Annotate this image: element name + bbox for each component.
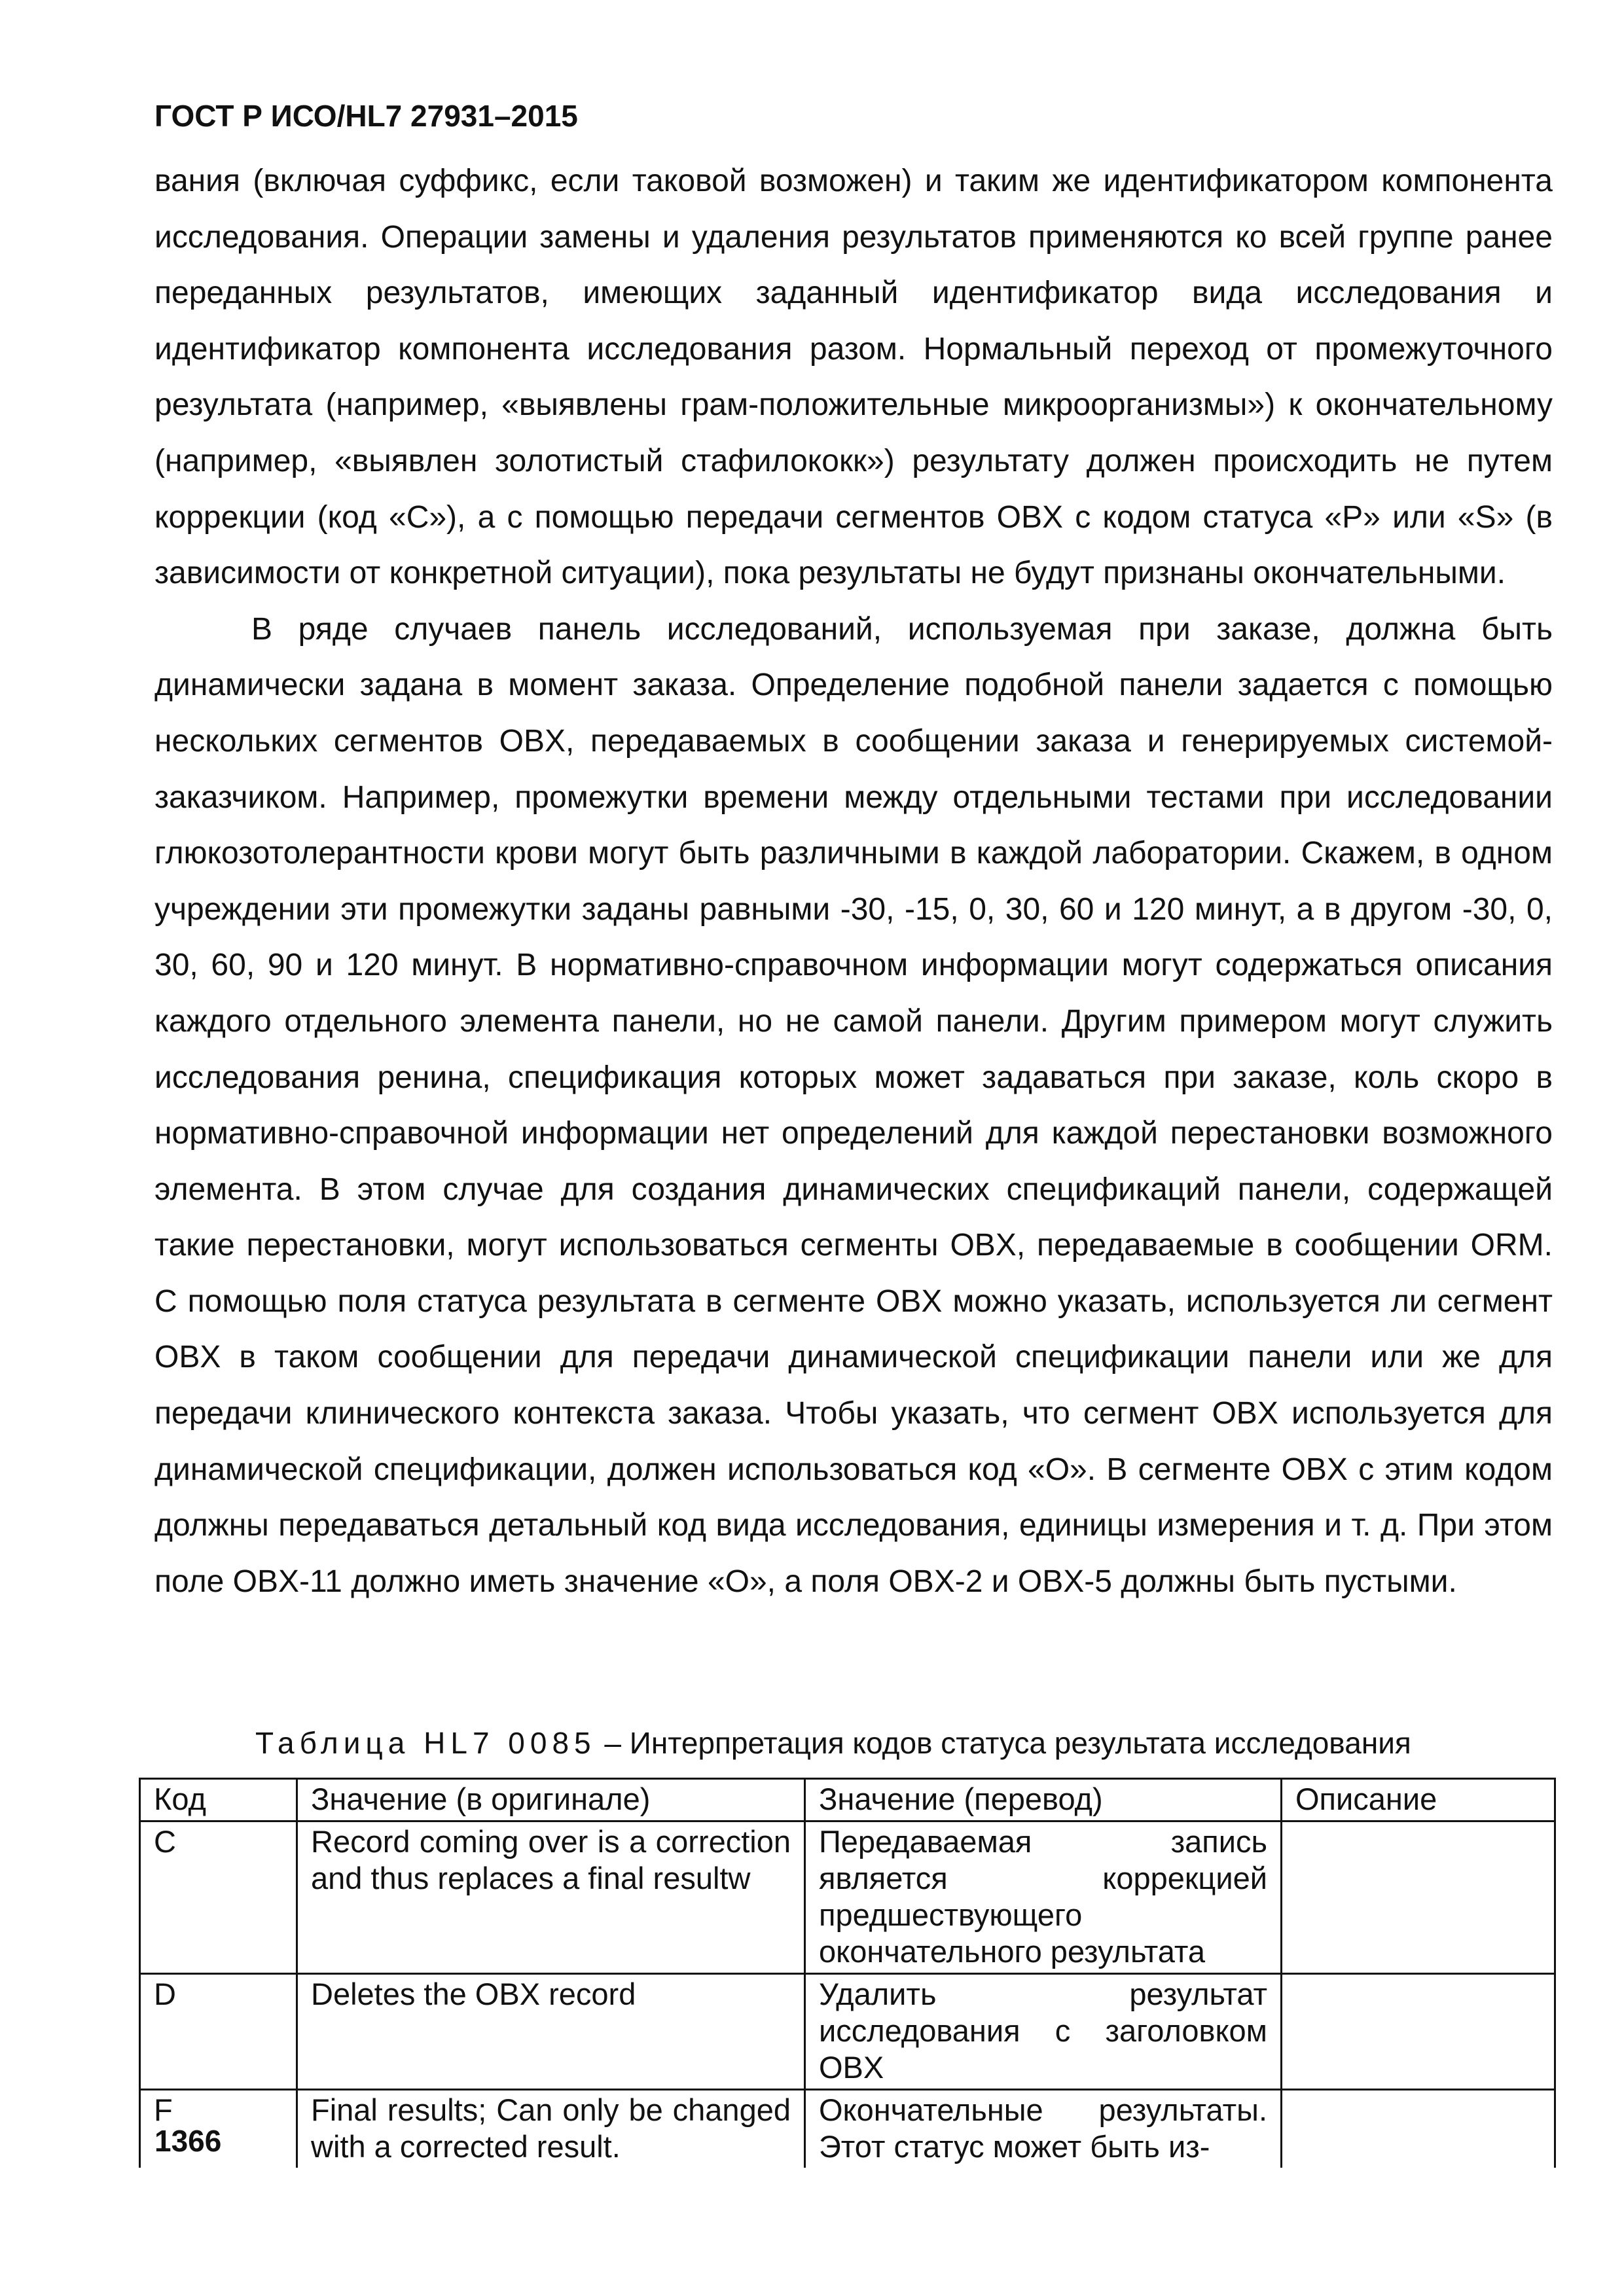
cell-meaning-translation: Передаваемая запись является коррекцией предшествующего окончательного результата xyxy=(805,1821,1282,1974)
cell-meaning-original: Record coming over is a correction and thus replaces a final resultw xyxy=(297,1821,805,1974)
cell-meaning-translation: Окончательные результаты. Этот статус может быть из- xyxy=(805,2090,1282,2168)
table-caption-dash: – xyxy=(596,1726,630,1760)
body-text xyxy=(154,153,1553,1609)
table-caption-label: Таблица HL7 0085 xyxy=(255,1726,596,1760)
cell-description xyxy=(1282,2090,1555,2168)
paragraph: В ряде случаев панель исследований, используемая при заказе, должна быть динамически задана в момент заказа. Определение подобной панели задается с помощью нескольких сегментов OBX, передаваемых в сообщении заказа и генерируемых системой-заказчиком. Например, промежутки времени между отдельными тестами при исследовании глюкозотолерантности крови могут быть различными в каждой лаборатории. Скажем, в одном учреждении эти промежутки заданы равными -30, -15, 0, 30, 60 и 120 минут, а в другом -30, 0, 30, 60, 90 и 120 минут. В нормативно-справочном информации могут содержаться описания каждого отдельного элемента панели, но не самой панели. Другим примером могут служить исследования ренина, спецификация которых может задаваться при заказе, коль скоро в нормативно-справочной информации нет определений для каждой перестановки возможного элемента. В этом случае для создания динамических спецификаций панели, содержащей такие перестановки, могут использоваться сегменты OBX, передаваемые в сообщении ORM. С помощью поля статуса результата в сегменте OBX можно указать, используется ли сегмент OBX в таком сообщении для передачи динамической спецификации панели или же для передачи клинического контекста заказа. Чтобы указать, что сегмент OBX используется для динамической спецификации, должен использоваться код «O». В сегменте OBX с этим кодом должны передаваться детальный код вида исследования, единицы измерения и т. д. При этом поле OBX-11 должно иметь значение «O», а поля OBX-2 и OBX-5 должны быть пустыми. xyxy=(154,611,1553,1599)
header-meaning-translation: Значение (перевод) xyxy=(805,1779,1282,1821)
table-header-row xyxy=(140,1779,1555,1821)
header-code: Код xyxy=(140,1779,297,1821)
paragraph: вания (включая суффикс, если таковой возможен) и таким же идентификатором компонента исследования. Операции замены и удаления результатов применяются ко всей группе ранее переданных результатов, имеющих заданный идентификатор вида исследования и идентификатор компонента исследования разом. Нормальный переход от промежуточного результата (например, «выявлены грам-положительные микроорганизмы») к окончательному (например, «выявлен золотистый стафилококк») результату должен происходить не путем коррекции (код «C»), а с помощью передачи сегментов OBX с кодом статуса «P» или «S» (в зависимости от конкретной ситуации), пока результаты не будут признаны окончательными. xyxy=(154,164,1553,591)
cell-code: F xyxy=(140,2090,297,2168)
cell-code: D xyxy=(140,1974,297,2090)
table-caption-text: Интерпретация кодов статуса результата исследования xyxy=(629,1726,1411,1760)
table-row xyxy=(140,1821,1555,1974)
header-meaning-original: Значение (в оригинале) xyxy=(297,1779,805,1821)
table-row xyxy=(140,1974,1555,2090)
table-caption xyxy=(255,1725,1411,1761)
cell-code: C xyxy=(140,1821,297,1974)
status-codes-table xyxy=(139,1778,1556,2168)
table-row xyxy=(140,2090,1555,2168)
header-description: Описание xyxy=(1282,1779,1555,1821)
cell-description xyxy=(1282,1821,1555,1974)
cell-meaning-original: Deletes the OBX record xyxy=(297,1974,805,2090)
cell-meaning-translation: Удалить результат исследования с заголовком OBX xyxy=(805,1974,1282,2090)
cell-meaning-original: Final results; Can only be changed with a corrected result. xyxy=(297,2090,805,2168)
document-header: ГОСТ Р ИСО/HL7 27931–2015 xyxy=(154,99,578,133)
page-number: 1366 xyxy=(154,2124,222,2158)
cell-description xyxy=(1282,1974,1555,2090)
